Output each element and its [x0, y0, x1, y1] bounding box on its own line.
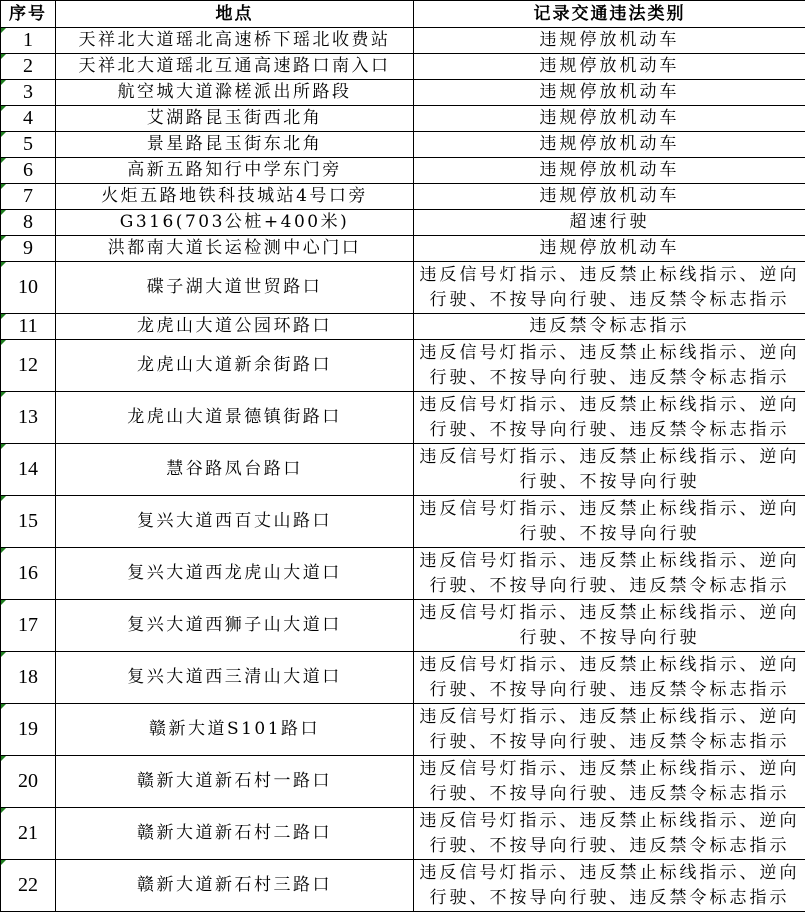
- location-cell: 龙虎山大道新余街路口: [56, 340, 414, 392]
- violation-cell: 违反信号灯指示、违反禁止标线指示、逆向行驶、不按导向行驶、违反禁令标志指示: [414, 340, 805, 392]
- location-cell: 景星路昆玉街东北角: [56, 132, 414, 158]
- table-row: [1, 80, 805, 106]
- row-index: 12: [1, 340, 56, 392]
- row-index: 11: [1, 314, 56, 340]
- row-index: 1: [1, 28, 56, 54]
- table-row: [1, 28, 805, 54]
- location-cell: 碟子湖大道世贸路口: [56, 262, 414, 314]
- location-cell: 复兴大道西狮子山大道口: [56, 600, 414, 652]
- violation-cell: 违反信号灯指示、违反禁止标线指示、逆向行驶、不按导向行驶、违反禁令标志指示: [414, 548, 805, 600]
- location-cell: 赣新大道新石村三路口: [56, 860, 414, 912]
- table-row: [1, 262, 805, 314]
- row-index: 9: [1, 236, 56, 262]
- row-index: 2: [1, 54, 56, 80]
- row-index: 3: [1, 80, 56, 106]
- violation-cell: 违规停放机动车: [414, 106, 805, 132]
- table-row: [1, 158, 805, 184]
- row-index: 5: [1, 132, 56, 158]
- table-row: [1, 184, 805, 210]
- row-index: 4: [1, 106, 56, 132]
- violation-cell: 违反禁令标志指示: [414, 314, 805, 340]
- table-row: [1, 444, 805, 496]
- location-cell: 复兴大道西百丈山路口: [56, 496, 414, 548]
- location-cell: 复兴大道西龙虎山大道口: [56, 548, 414, 600]
- header-location: 地点: [56, 1, 414, 28]
- location-cell: 赣新大道S101路口: [56, 704, 414, 756]
- violation-cell: 违反信号灯指示、违反禁止标线指示、逆向行驶、不按导向行驶: [414, 496, 805, 548]
- violation-cell: 违规停放机动车: [414, 236, 805, 262]
- table-row: [1, 860, 805, 912]
- row-index: 7: [1, 184, 56, 210]
- table-row: [1, 652, 805, 704]
- violation-cell: 超速行驶: [414, 210, 805, 236]
- table-row: [1, 106, 805, 132]
- location-cell: 复兴大道西三清山大道口: [56, 652, 414, 704]
- table-row: [1, 210, 805, 236]
- violation-cell: 违规停放机动车: [414, 80, 805, 106]
- row-index: 22: [1, 860, 56, 912]
- table-row: [1, 340, 805, 392]
- violation-cell: 违规停放机动车: [414, 28, 805, 54]
- violation-cell: 违反信号灯指示、违反禁止标线指示、逆向行驶、不按导向行驶、违反禁令标志指示: [414, 860, 805, 912]
- row-index: 8: [1, 210, 56, 236]
- location-cell: 天祥北大道瑶北高速桥下瑶北收费站: [56, 28, 414, 54]
- location-cell: 龙虎山大道景德镇街路口: [56, 392, 414, 444]
- row-index: 13: [1, 392, 56, 444]
- table-row: [1, 704, 805, 756]
- location-cell: 艾湖路昆玉街西北角: [56, 106, 414, 132]
- row-index: 16: [1, 548, 56, 600]
- violation-cell: 违反信号灯指示、违反禁止标线指示、逆向行驶、不按导向行驶、违反禁令标志指示: [414, 808, 805, 860]
- table-row: [1, 808, 805, 860]
- location-cell: 赣新大道新石村二路口: [56, 808, 414, 860]
- violation-cell: 违反信号灯指示、违反禁止标线指示、逆向行驶、不按导向行驶、违反禁令标志指示: [414, 652, 805, 704]
- location-cell: 洪都南大道长运检测中心门口: [56, 236, 414, 262]
- table-row: [1, 496, 805, 548]
- location-cell: 龙虎山大道公园环路口: [56, 314, 414, 340]
- location-cell: 火炬五路地铁科技城站4号口旁: [56, 184, 414, 210]
- header-violation: 记录交通违法类别: [414, 1, 805, 28]
- violation-cell: 违反信号灯指示、违反禁止标线指示、逆向行驶、不按导向行驶: [414, 444, 805, 496]
- row-index: 10: [1, 262, 56, 314]
- location-cell: 天祥北大道瑶北互通高速路口南入口: [56, 54, 414, 80]
- header-row: [1, 1, 805, 28]
- table-row: [1, 600, 805, 652]
- violation-cell: 违规停放机动车: [414, 158, 805, 184]
- table-row: [1, 392, 805, 444]
- row-index: 15: [1, 496, 56, 548]
- table-row: [1, 236, 805, 262]
- row-index: 17: [1, 600, 56, 652]
- table-row: [1, 314, 805, 340]
- row-index: 14: [1, 444, 56, 496]
- violation-cell: 违规停放机动车: [414, 184, 805, 210]
- row-index: 19: [1, 704, 56, 756]
- location-cell: 高新五路知行中学东门旁: [56, 158, 414, 184]
- row-index: 21: [1, 808, 56, 860]
- header-index: 序号: [1, 1, 56, 28]
- location-cell: 航空城大道滁槎派出所路段: [56, 80, 414, 106]
- violation-cell: 违反信号灯指示、违反禁止标线指示、逆向行驶、不按导向行驶、违反禁令标志指示: [414, 262, 805, 314]
- location-cell: 慧谷路凤台路口: [56, 444, 414, 496]
- location-cell: G316(703公桩+400米): [56, 210, 414, 236]
- table-row: [1, 548, 805, 600]
- violation-cell: 违反信号灯指示、违反禁止标线指示、逆向行驶、不按导向行驶、违反禁令标志指示: [414, 704, 805, 756]
- row-index: 6: [1, 158, 56, 184]
- violation-cell: 违反信号灯指示、违反禁止标线指示、逆向行驶、不按导向行驶、违反禁令标志指示: [414, 392, 805, 444]
- violation-cell: 违规停放机动车: [414, 132, 805, 158]
- violation-cell: 违反信号灯指示、违反禁止标线指示、逆向行驶、不按导向行驶、违反禁令标志指示: [414, 756, 805, 808]
- violation-cell: 违规停放机动车: [414, 54, 805, 80]
- row-index: 20: [1, 756, 56, 808]
- location-cell: 赣新大道新石村一路口: [56, 756, 414, 808]
- table-row: [1, 756, 805, 808]
- table-row: [1, 132, 805, 158]
- table-row: [1, 54, 805, 80]
- violation-cell: 违反信号灯指示、违反禁止标线指示、逆向行驶、不按导向行驶: [414, 600, 805, 652]
- row-index: 18: [1, 652, 56, 704]
